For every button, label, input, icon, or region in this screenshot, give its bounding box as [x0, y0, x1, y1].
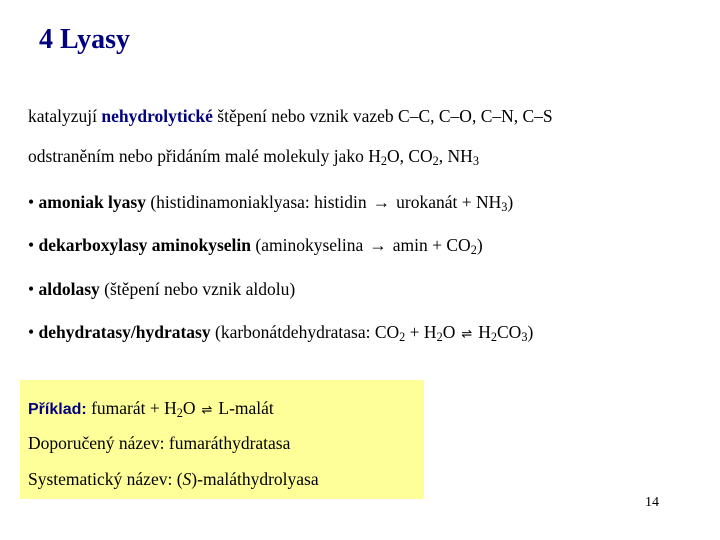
bullet-aldolasy	[28, 279, 295, 300]
removal-sub-2: 2	[432, 154, 439, 169]
equilibrium-arrow-icon: ⇌	[201, 403, 213, 418]
bullet-desc-mid: urokanát + NH	[396, 192, 502, 212]
bullet-desc: (štěpení nebo vznik aldolu)	[99, 279, 296, 299]
bullet-amoniak-lyasy	[28, 192, 513, 213]
intro-prefix: katalyzují	[28, 106, 102, 126]
bullet-mid-4: CO	[497, 322, 522, 342]
example-recommended-name: Doporučený název: fumaráthydratasa	[28, 433, 291, 453]
bullet-dot: •	[28, 192, 35, 212]
bullet-mid-2: O	[442, 322, 456, 342]
bullet-dot: •	[28, 279, 35, 299]
right-arrow-icon: →	[372, 192, 391, 212]
bullet-mid-1: + H	[405, 322, 437, 342]
example-box	[20, 380, 424, 499]
intro-line	[28, 106, 553, 127]
bullet-desc-start: (aminokyselina	[251, 235, 364, 255]
bullet-desc-end: )	[527, 322, 534, 342]
slide-title: 4 Lyasy	[39, 24, 131, 55]
bullet-dot: •	[28, 322, 35, 342]
removal-line	[28, 146, 479, 167]
bullet-desc-mid: amin + CO	[392, 235, 471, 255]
example-reaction-line	[28, 398, 274, 419]
page-number: 14	[645, 495, 659, 510]
bullet-sub-1: 2	[399, 330, 406, 345]
systematic-prefix: Systematický název: (	[28, 469, 183, 489]
bullet-term: dehydratasy/hydratasy	[38, 322, 211, 342]
removal-sub-3: 3	[472, 154, 479, 169]
bullet-mid-3: H	[478, 322, 491, 342]
intro-highlight: nehydrolytické	[101, 106, 213, 126]
bullet-dehydratasy	[28, 322, 533, 343]
bullet-sub-4: 3	[521, 330, 528, 345]
bullet-desc-end: )	[476, 235, 483, 255]
example-systematic-name	[28, 469, 319, 490]
example-reaction-end: L-malát	[218, 398, 274, 418]
example-label: Příklad:	[28, 401, 87, 418]
bullet-desc-start: (histidinamoniaklyasa: histidin	[145, 192, 367, 212]
systematic-suffix: )-maláthydrolyasa	[191, 469, 319, 489]
bullet-sub: 3	[501, 200, 508, 215]
bullet-sub-2: 2	[436, 330, 443, 345]
removal-mid-1: O, CO	[386, 146, 433, 166]
bullet-dot: •	[28, 235, 35, 255]
example-sub: 2	[176, 406, 183, 421]
right-arrow-icon: →	[369, 235, 387, 255]
example-reaction-mid: O	[182, 398, 196, 418]
bullet-term: aldolasy	[38, 279, 100, 299]
intro-suffix: štěpení nebo vznik vazeb C–C, C–O, C–N, C–S	[212, 106, 553, 126]
removal-sub-1: 2	[380, 154, 387, 169]
systematic-italic: S	[182, 469, 192, 489]
removal-mid-2: , NH	[438, 146, 473, 166]
bullet-desc-end: )	[507, 192, 514, 212]
bullet-term: dekarboxylasy aminokyselin	[38, 235, 251, 255]
bullet-desc-start: (karbonátdehydratasa: CO	[210, 322, 400, 342]
bullet-dekarboxylasy	[28, 235, 483, 256]
removal-text: odstraněním nebo přidáním malé molekuly jako H	[28, 146, 381, 166]
example-reaction-start: fumarát + H	[91, 398, 177, 418]
bullet-term: amoniak lyasy	[38, 192, 146, 212]
bullet-sub-3: 2	[490, 330, 497, 345]
bullet-sub: 2	[470, 243, 477, 258]
equilibrium-arrow-icon: ⇌	[461, 327, 473, 342]
